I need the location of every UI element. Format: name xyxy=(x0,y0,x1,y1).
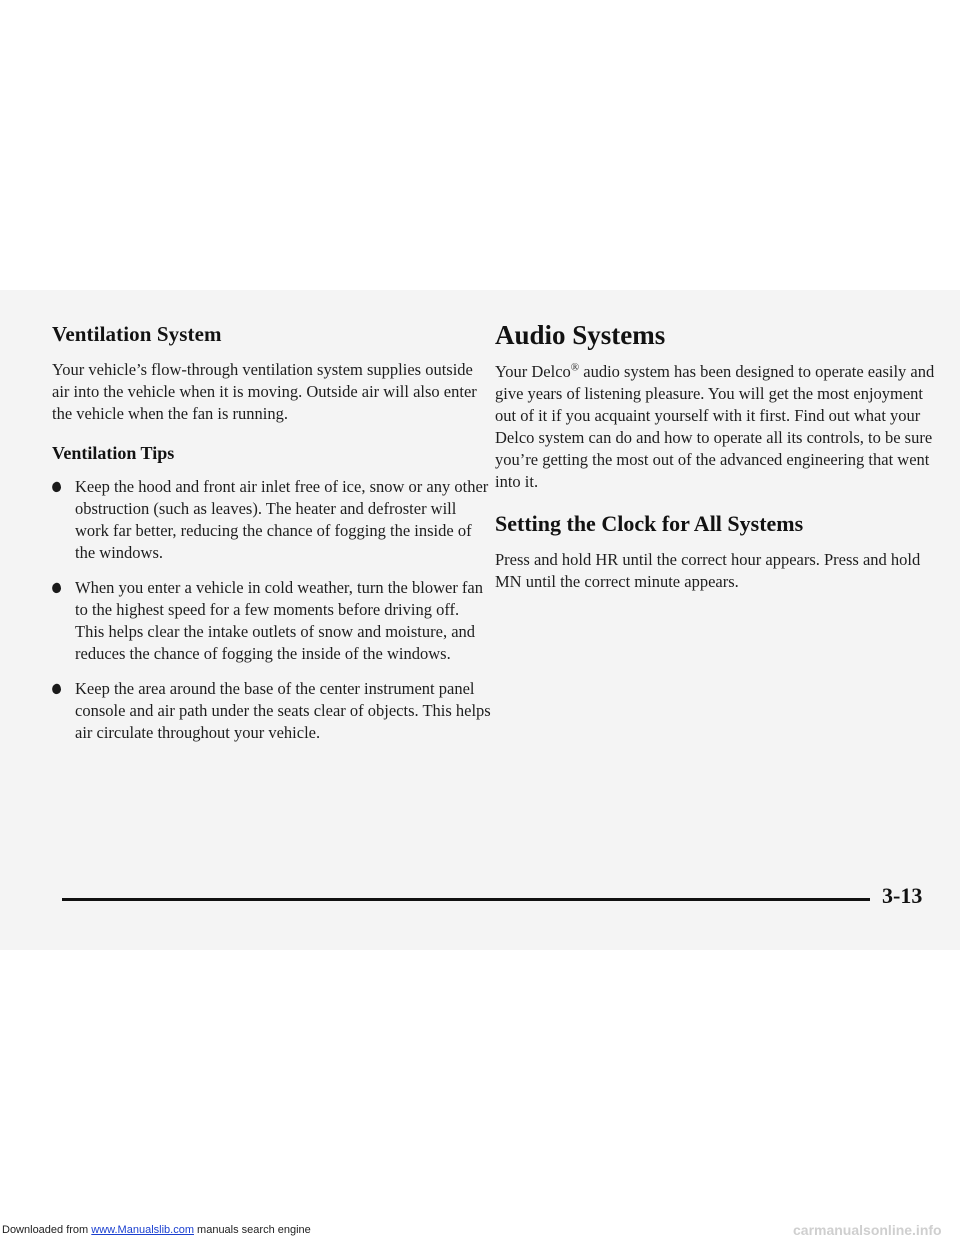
clock-heading: Setting the Clock for All Systems xyxy=(495,511,804,536)
manualslib-link[interactable]: www.Manualslib.com xyxy=(91,1224,194,1236)
list-item xyxy=(52,678,492,744)
list-item xyxy=(52,577,492,665)
audio-heading: Audio Systems xyxy=(495,320,666,350)
clock-text: Press and hold HR until the correct hour appears. Press and hold MN until the correct minute appears. xyxy=(495,550,921,591)
ventilation-tips-list xyxy=(52,476,492,744)
ventilation-tips-heading: Ventilation Tips xyxy=(52,443,175,463)
registered-mark: ® xyxy=(570,361,580,374)
ventilation-heading: Ventilation System xyxy=(52,322,222,346)
bullet-icon xyxy=(51,582,63,594)
ventilation-column xyxy=(52,322,492,757)
tip-text: Keep the area around the base of the center instrument panel console and air path under the seats clear of objects. This helps air circulate throughout your vehicle. xyxy=(75,679,491,742)
tip-text: Keep the hood and front air inlet free of ice, snow or any other obstruction (such as leaves). The heater and defroster will work far better, reducing the chance of fogging the inside of the windows. xyxy=(75,477,489,562)
tip-text: When you enter a vehicle in cold weather, turn the blower fan to the highest speed for a few moments before driving off. This helps clear the intake outlets of snow and moisture, and reduces the chance of fogging the inside of the windows. xyxy=(75,578,484,663)
bullet-icon xyxy=(51,481,63,493)
watermark: carmanualsonline.info xyxy=(793,1222,942,1238)
list-item xyxy=(52,476,492,564)
footer-rule xyxy=(62,898,870,901)
bullet-icon xyxy=(51,683,63,695)
ventilation-intro: Your vehicle’s flow-through ventilation system supplies outside air into the vehicle when it is moving. Outside air will also enter the vehicle when the fan is running. xyxy=(52,360,477,423)
page-number: 3-13 xyxy=(882,883,923,908)
download-footer: Downloaded from www.Manualslib.com manuals search engine xyxy=(2,1224,311,1236)
audio-intro: Your Delco® audio system has been designed to operate easily and give years of listening pleasure. You will get the most enjoyment out of it if you acquaint yourself with it first. Find out what your Delco system can do and how to operate all its controls, to be sure you’re getting the most out of the advanced engineering that went into it. xyxy=(495,361,935,491)
audio-column xyxy=(495,320,945,593)
